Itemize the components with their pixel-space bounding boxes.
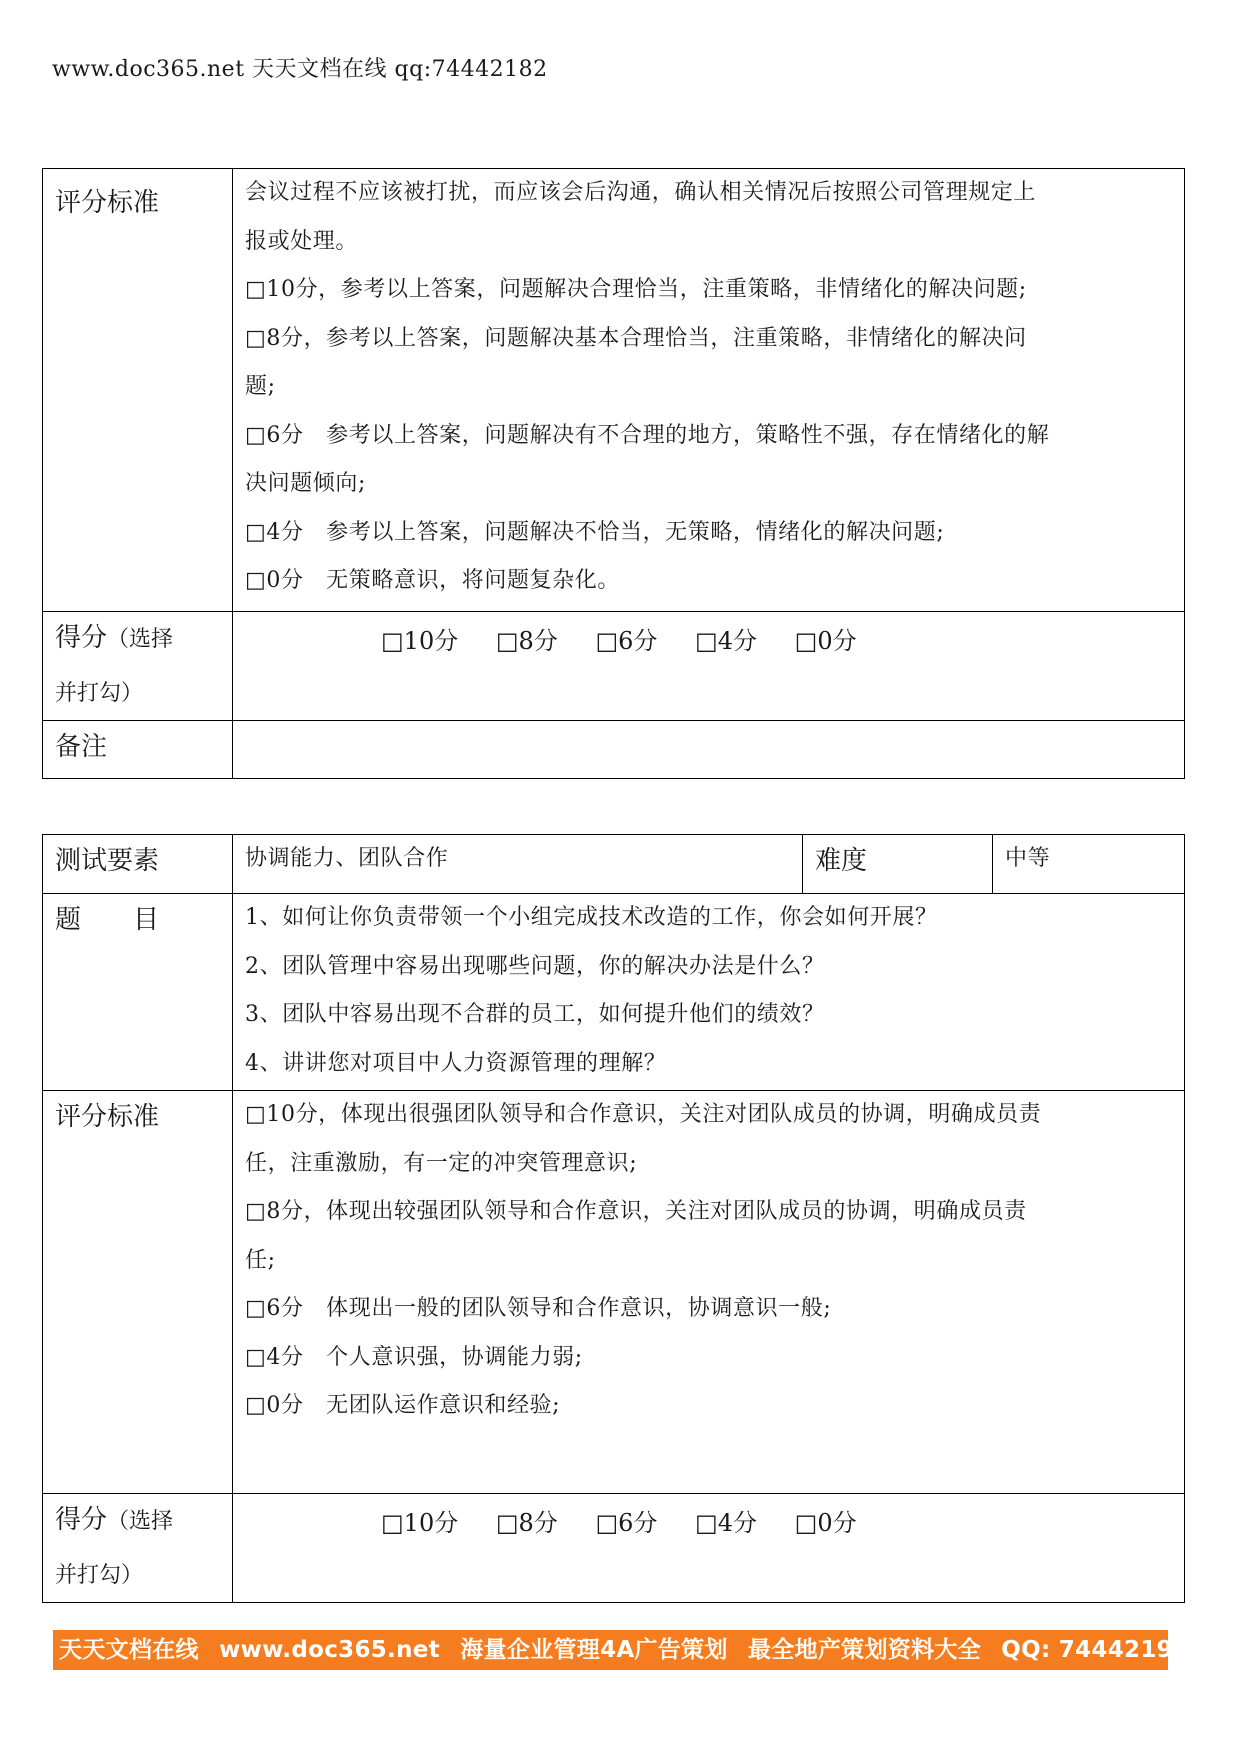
score-label: 得分 <box>55 623 108 653</box>
criteria-line: 决问题倾向; <box>245 471 367 496</box>
element-value: 协调能力、团队合作 <box>245 846 449 871</box>
remarks-label: 备注 <box>55 732 108 762</box>
score-option-4[interactable]: □4分 <box>695 1509 757 1537</box>
criteria-line: □4分 参考以上答案，问题解决不恰当，无策略，情绪化的解决问题; <box>245 519 945 545</box>
criteria-line: □6分 参考以上答案，问题解决有不合理的地方，策略性不强，存在情绪化的解 <box>245 422 1050 448</box>
difficulty-label-cell <box>803 835 993 894</box>
footer-tagline-2: 最全地产策划资料大全 <box>747 1637 981 1663</box>
criteria-line: 题; <box>245 374 276 399</box>
scoring-table-2 <box>42 834 1185 1603</box>
criteria-line: 任，注重激励，有一定的冲突管理意识; <box>245 1150 638 1176</box>
score-option-0[interactable]: □0分 <box>794 1509 857 1537</box>
page-header: www.doc365.net 天天文档在线 qq:74442182 <box>52 57 548 82</box>
score-option-0[interactable]: □0分 <box>794 627 857 655</box>
difficulty-value: 中等 <box>1005 846 1051 871</box>
question-item: 3、团队中容易出现不合群的员工，如何提升他们的绩效？ <box>245 1002 825 1027</box>
criteria-line: □10分，参考以上答案，问题解决合理恰当，注重策略，非情绪化的解决问题; <box>245 277 1027 302</box>
footer-site-name: 天天文档在线 <box>59 1637 199 1663</box>
criteria-line: □6分 体现出一般的团队领导和合作意识，协调意识一般; <box>245 1296 832 1321</box>
footer-qq: QQ: 744421982 <box>1001 1637 1206 1663</box>
score-option-8[interactable]: □8分 <box>495 1509 558 1537</box>
criteria-line: □0分 无策略意识，将问题复杂化。 <box>245 568 620 593</box>
difficulty-value-cell <box>993 835 1185 894</box>
score-option-10[interactable]: □10分 <box>381 1509 459 1537</box>
criteria-content-cell <box>233 169 1185 612</box>
scoring-table-1 <box>42 168 1185 779</box>
difficulty-label: 难度 <box>815 846 868 876</box>
score-options-cell <box>233 1494 1185 1603</box>
footer-banner[interactable] <box>53 1630 1206 1670</box>
score-label-hint-2: 并打勾） <box>55 681 144 706</box>
remarks-label-cell <box>43 721 233 779</box>
question-item: 4、讲讲您对项目中人力资源管理的理解？ <box>245 1050 667 1076</box>
criteria-line: 任; <box>245 1247 276 1273</box>
criteria-line: □8分，体现出较强团队领导和合作意识，关注对团队成员的协调，明确成员责 <box>245 1199 1027 1224</box>
question-label-cell <box>43 894 233 1091</box>
score-option-6[interactable]: □6分 <box>595 1509 658 1537</box>
criteria-label: 评分标准 <box>55 188 160 218</box>
criteria-line: □8分，参考以上答案，问题解决基本合理恰当，注重策略，非情绪化的解决问 <box>245 325 1027 351</box>
score-label-hint: （选择 <box>107 627 174 652</box>
criteria-line: □4分 个人意识强，协调能力弱; <box>245 1344 583 1370</box>
score-options-cell <box>233 612 1185 721</box>
score-option-4[interactable]: □4分 <box>695 627 757 655</box>
criteria-line: 报或处理。 <box>245 228 359 254</box>
footer-tagline-1: 海量企业管理4A广告策划 <box>460 1637 728 1663</box>
score-label-cell <box>43 1494 233 1603</box>
element-value-cell <box>233 835 803 894</box>
criteria-content-cell <box>233 1091 1185 1494</box>
score-label-cell <box>43 612 233 721</box>
element-label-cell <box>43 835 233 894</box>
question-label: 题 目 <box>55 905 160 935</box>
score-option-6[interactable]: □6分 <box>595 627 658 655</box>
score-option-8[interactable]: □8分 <box>495 627 558 655</box>
question-item: 2、团队管理中容易出现哪些问题，你的解决办法是什么？ <box>245 953 825 979</box>
questions-cell <box>233 894 1185 1091</box>
criteria-line: 会议过程不应该被打扰，而应该会后沟通，确认相关情况后按照公司管理规定上 <box>245 180 1037 205</box>
element-label: 测试要素 <box>55 846 160 876</box>
score-label-hint: （选择 <box>107 1509 174 1534</box>
question-item: 1、如何让你负责带领一个小组完成技术改造的工作，你会如何开展？ <box>245 905 938 930</box>
score-label-hint-2: 并打勾） <box>55 1563 144 1588</box>
criteria-label-cell <box>43 1091 233 1494</box>
criteria-line: □10分，体现出很强团队领导和合作意识，关注对团队成员的协调，明确成员责 <box>245 1102 1042 1127</box>
criteria-line: □0分 无团队运作意识和经验; <box>245 1393 561 1418</box>
criteria-label: 评分标准 <box>55 1102 160 1132</box>
score-option-10[interactable]: □10分 <box>381 627 459 655</box>
remarks-content-cell[interactable] <box>233 721 1185 779</box>
criteria-label-cell <box>43 169 233 612</box>
score-label: 得分 <box>55 1505 108 1535</box>
footer-url[interactable]: www.doc365.net <box>219 1637 440 1663</box>
